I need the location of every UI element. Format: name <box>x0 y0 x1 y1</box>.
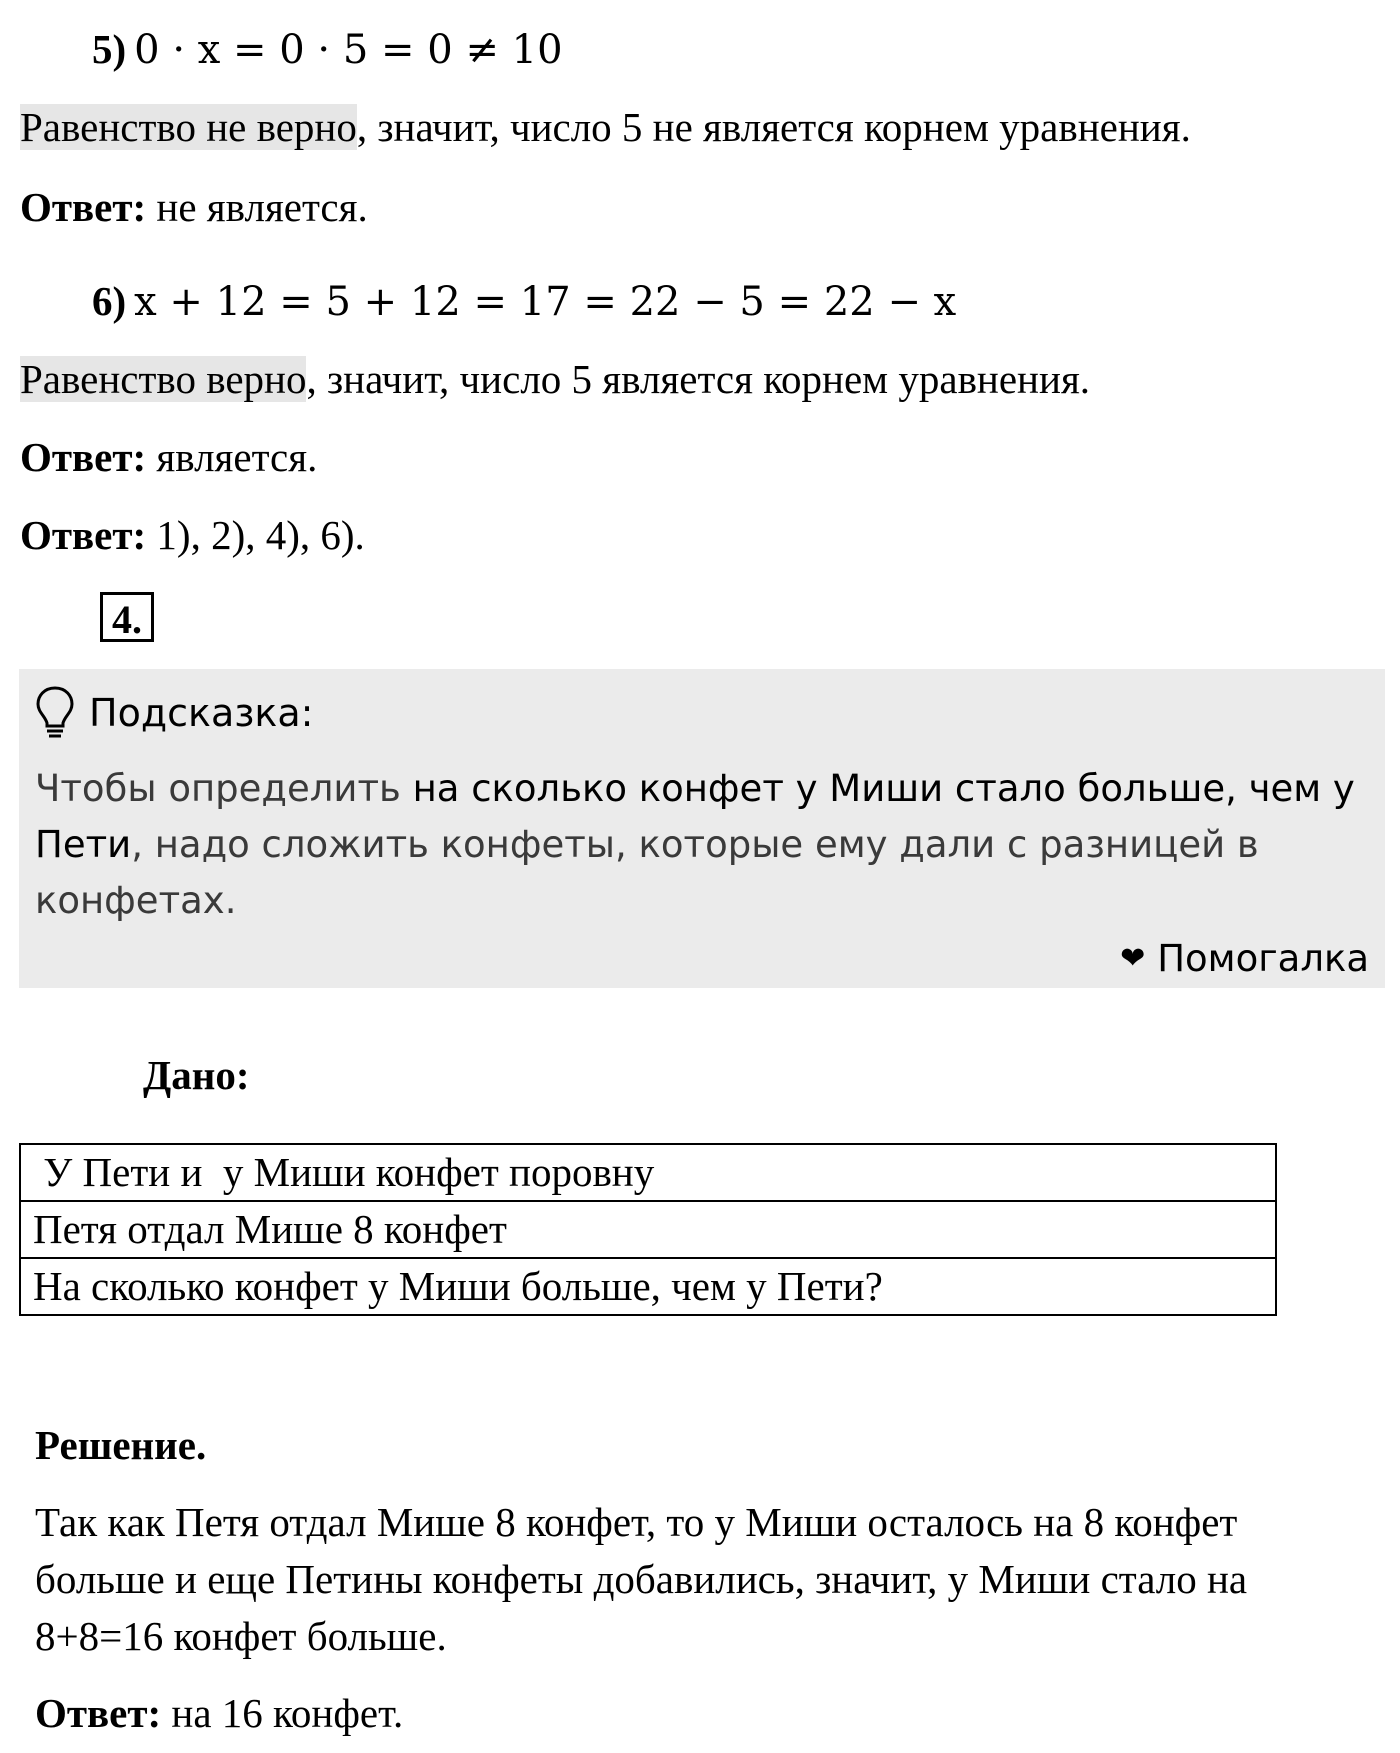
highlighted-phrase: Равенство верно <box>20 356 307 402</box>
answer-text: на 16 конфет. <box>161 1690 404 1736</box>
table-row <box>20 1201 1276 1258</box>
answer-line <box>35 1688 403 1738</box>
equation-text: 0 · x = 0 · 5 = 0 ≠ 10 <box>134 27 563 73</box>
table-cell: Петя отдал Мише 8 конфет <box>20 1201 1276 1258</box>
table-cell: У Пети и у Миши конфет поровну <box>20 1144 1276 1201</box>
hint-title: Подсказка: <box>89 691 314 735</box>
table-row <box>20 1144 1276 1201</box>
item-number: 6) <box>92 278 127 324</box>
brand-name: Помогалка <box>1157 937 1369 980</box>
hint-text-intro: Чтобы определить <box>35 767 413 810</box>
final-answer-line <box>20 510 365 560</box>
hint-text <box>35 761 1355 929</box>
heart-icon: ❤ <box>1120 941 1146 976</box>
answer-line <box>20 432 317 482</box>
verdict-text: , значит, число 5 не является корнем уравнения. <box>356 104 1191 150</box>
equation-item-6 <box>92 276 956 327</box>
answer-label: Ответ: <box>20 512 147 558</box>
equation-item-5 <box>92 24 563 75</box>
brand-label <box>1120 937 1369 980</box>
solution-text: Так как Петя отдал Мише 8 конфет, то у Миши осталось на 8 конфет больше и еще Петины конфеты добавились, значит, у Миши стало на 8+8=16 конфет больше. <box>35 1499 1248 1659</box>
given-table <box>19 1143 1277 1316</box>
answer-text: 1), 2), 4), 6). <box>146 512 365 558</box>
solution-title: Решение. <box>35 1422 207 1468</box>
answer-line <box>20 182 368 232</box>
verdict-line <box>20 354 1090 404</box>
hint-text-emphasis: на сколько конфет у Миши стало больше, чем у Пети <box>35 767 1355 866</box>
item-number: 5) <box>92 26 127 72</box>
table-row <box>20 1258 1276 1315</box>
task-number-box: 4. <box>100 592 154 642</box>
given-title: Дано: <box>143 1052 250 1098</box>
hint-header <box>35 683 313 743</box>
equation-text: x + 12 = 5 + 12 = 17 = 22 − 5 = 22 − x <box>134 279 957 325</box>
answer-text: является. <box>146 434 318 480</box>
table-cell: На сколько конфет у Миши больше, чем у Пети? <box>20 1258 1276 1315</box>
verdict-text: , значит, число 5 является корнем уравнения. <box>306 356 1091 402</box>
highlighted-phrase: Равенство не верно <box>20 104 357 150</box>
lightbulb-icon <box>35 685 75 741</box>
answer-label: Ответ: <box>20 434 147 480</box>
verdict-line <box>20 102 1191 152</box>
answer-label: Ответ: <box>35 1690 162 1736</box>
answer-label: Ответ: <box>20 184 147 230</box>
hint-box <box>19 669 1385 988</box>
hint-text-rest: , надо сложить конфеты, которые ему дали с разницей в конфетах. <box>35 823 1259 922</box>
answer-text: не является. <box>146 184 368 230</box>
